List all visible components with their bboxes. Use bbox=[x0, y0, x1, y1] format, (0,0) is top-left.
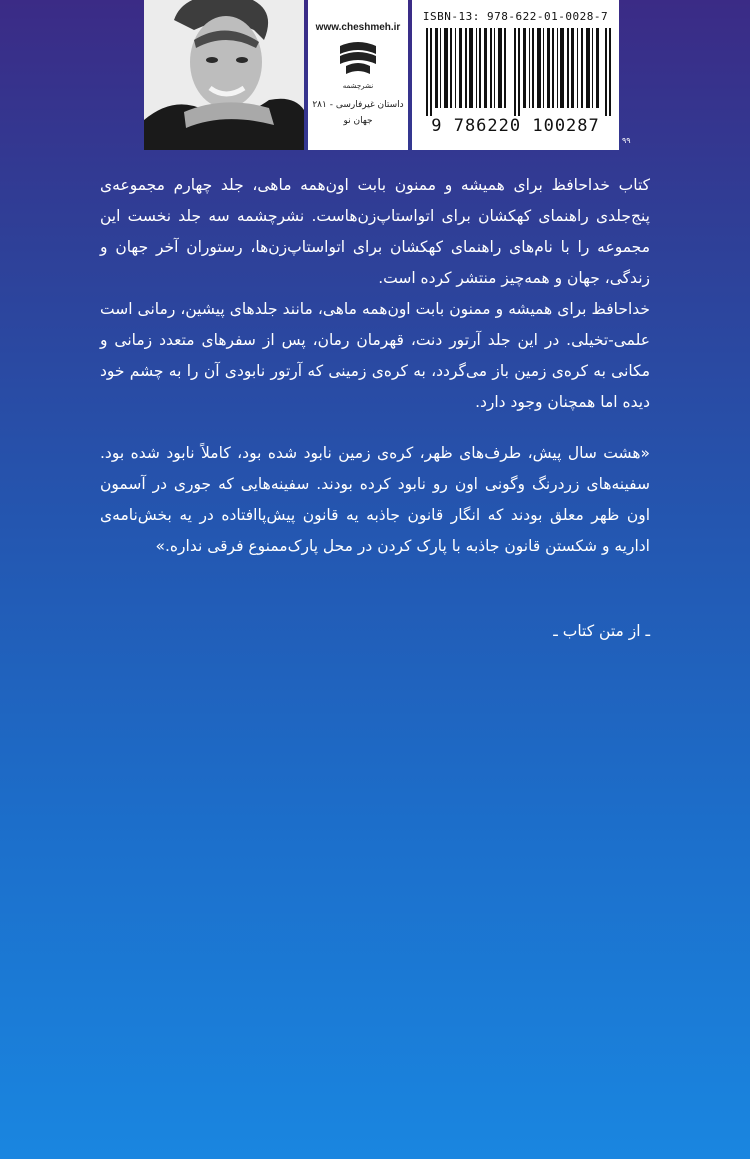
series-label: داستان غیرفارسی - ۲۸۱ bbox=[312, 100, 404, 110]
top-strip bbox=[0, 0, 750, 150]
barcode-box bbox=[412, 0, 619, 150]
author-photo bbox=[144, 0, 304, 150]
book-description bbox=[100, 170, 650, 418]
barcode-icon bbox=[426, 28, 611, 116]
quote-source: ـ از متن کتاب ـ bbox=[553, 622, 650, 640]
book-quote bbox=[100, 438, 650, 562]
barcode-digits: 9 786220 100287 bbox=[431, 116, 600, 136]
description-paragraph-1: کتاب خداحافظ برای همیشه و ممنون بابت اون‌همه ماهی، جلد چهارم مجموعه‌ی پنج‌جلدی راهنمای کهکشان برای اتواستاپ‌زن‌هاست. نشرچشمه سه جلد نخست این مجموعه را با نام‌های راهنمای کهکشان برای اتواستاپ‌زن‌ها، رستوران آخر جهان و زندگی، جهان و همه‌چیز منتشر کرده است. bbox=[100, 176, 650, 287]
publisher-url: www.cheshmeh.ir bbox=[315, 22, 401, 33]
author-portrait-image bbox=[144, 0, 304, 150]
isbn-label: ISBN-13: 978-622-01-0028-7 bbox=[422, 10, 609, 23]
publisher-name: نشرچشمه bbox=[342, 82, 374, 90]
publisher-box bbox=[308, 0, 408, 150]
subseries-label: جهان نو bbox=[343, 116, 373, 126]
side-mark: ۹۹ bbox=[622, 136, 631, 145]
publisher-logo-icon bbox=[336, 40, 380, 78]
quote-text: «هشت سال پیش، طرف‌های ظهر، کره‌ی زمین نابود شده بود، کاملاً نابود شده بود. سفینه‌های زردرنگ وگونی اون رو نابود کرده بودند. سفینه‌هایی که جوری در آسمون اون ظهر معلق بودند که انگار قانون جاذبه یه قانون پیش‌پاافتاده در یه بخش‌نامه‌ی اداریه و شکستن قانون جاذبه با پارک کردن در محل پارک‌ممنوع فرقی نداره.» bbox=[100, 444, 650, 555]
description-paragraph-2: خداحافظ برای همیشه و ممنون بابت اون‌همه ماهی، مانند جلدهای پیشین، رمانی است علمی-تخیلی. در این جلد آرتور دنت، قهرمان رمان، پس از سفرهای متعدد زمانی و مکانی به کره‌ی زمین باز می‌گردد، به کره‌ی زمینی که آرتور نابودی آن را به چشم خود دیده اما همچنان وجود دارد. bbox=[100, 300, 650, 411]
